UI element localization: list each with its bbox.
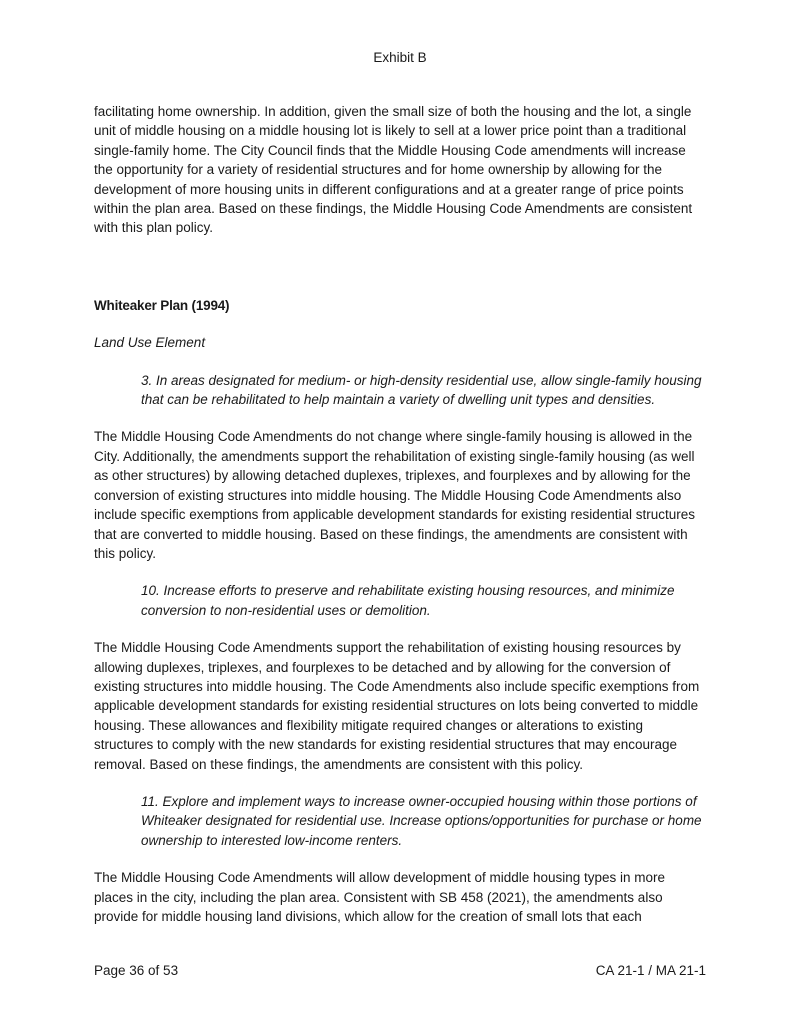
page-number: Page 36 of 53 (94, 963, 179, 978)
policy-10-quote: 10. Increase efforts to preserve and rehabilitate existing housing resources, and minimize conversion to non-residential uses or demolition. (141, 583, 675, 618)
page-header: Exhibit B (373, 50, 427, 65)
policy-11-response: The Middle Housing Code Amendments will allow development of middle housing types in more places in the city, including the plan area. Consistent with SB 458 (2021), the amendments also provide for middle housing land divisions, which allow for the creation of small lots that each (94, 870, 666, 924)
subsection-heading: Land Use Element (94, 335, 206, 351)
page-footer (94, 961, 706, 980)
intro-paragraph: facilitating home ownership. In addition, given the small size of both the housing and the lot, a single unit of middle housing on a middle housing lot is likely to sell at a lower price point than a traditional single-family home. The City Council finds that the Middle Housing Code amendments will increase the opportunity for a variety of residential structures and for home ownership by allowing for the development of more housing units in different configurations and at a greater range of price points within the plan area. Based on these findings, the Middle Housing Code Amendments are consistent with this plan policy. (94, 104, 693, 236)
policy-10-response: The Middle Housing Code Amendments support the rehabilitation of existing housing resources by allowing duplexes, triplexes, and fourplexes to be detached and by allowing for the conversion of existing structures into middle housing. The Code Amendments also include specific exemptions from applicable development standards for existing residential structures on lots being converted to middle housing. These allowances and flexibility mitigate required changes or alterations to existing structures to comply with the new standards for existing residential structures that may encourage removal. Based on these findings, the amendments are consistent with this policy. (94, 640, 700, 772)
policy-3-response: The Middle Housing Code Amendments do not change where single-family housing is allowed in the City. Additionally, the amendments support the rehabilitation of existing single-family housing (as well as other structures) by allowing detached duplexes, triplexes, and fourplexes and by allowing for the conversion of existing structures into middle housing. The Middle Housing Code Amendments also include specific exemptions from applicable development standards for existing residential structures that are converted to middle housing. Based on these findings, the amendments are consistent with this policy. (94, 429, 696, 561)
policy-3-quote: 3. In areas designated for medium- or high-density residential use, allow single-family housing that can be rehabilitated to help maintain a variety of dwelling unit types and densities. (141, 372, 702, 408)
section-heading: Whiteaker Plan (1994) (94, 297, 230, 313)
page-body (94, 102, 706, 926)
case-number: CA 21-1 / MA 21-1 (595, 963, 706, 978)
policy-11-quote: 11. Explore and implement ways to increase owner-occupied housing within those portions of Whiteaker designated for residential use. Increase options/opportunities for purchase or home ownership to interested low-income renters. (141, 793, 702, 848)
